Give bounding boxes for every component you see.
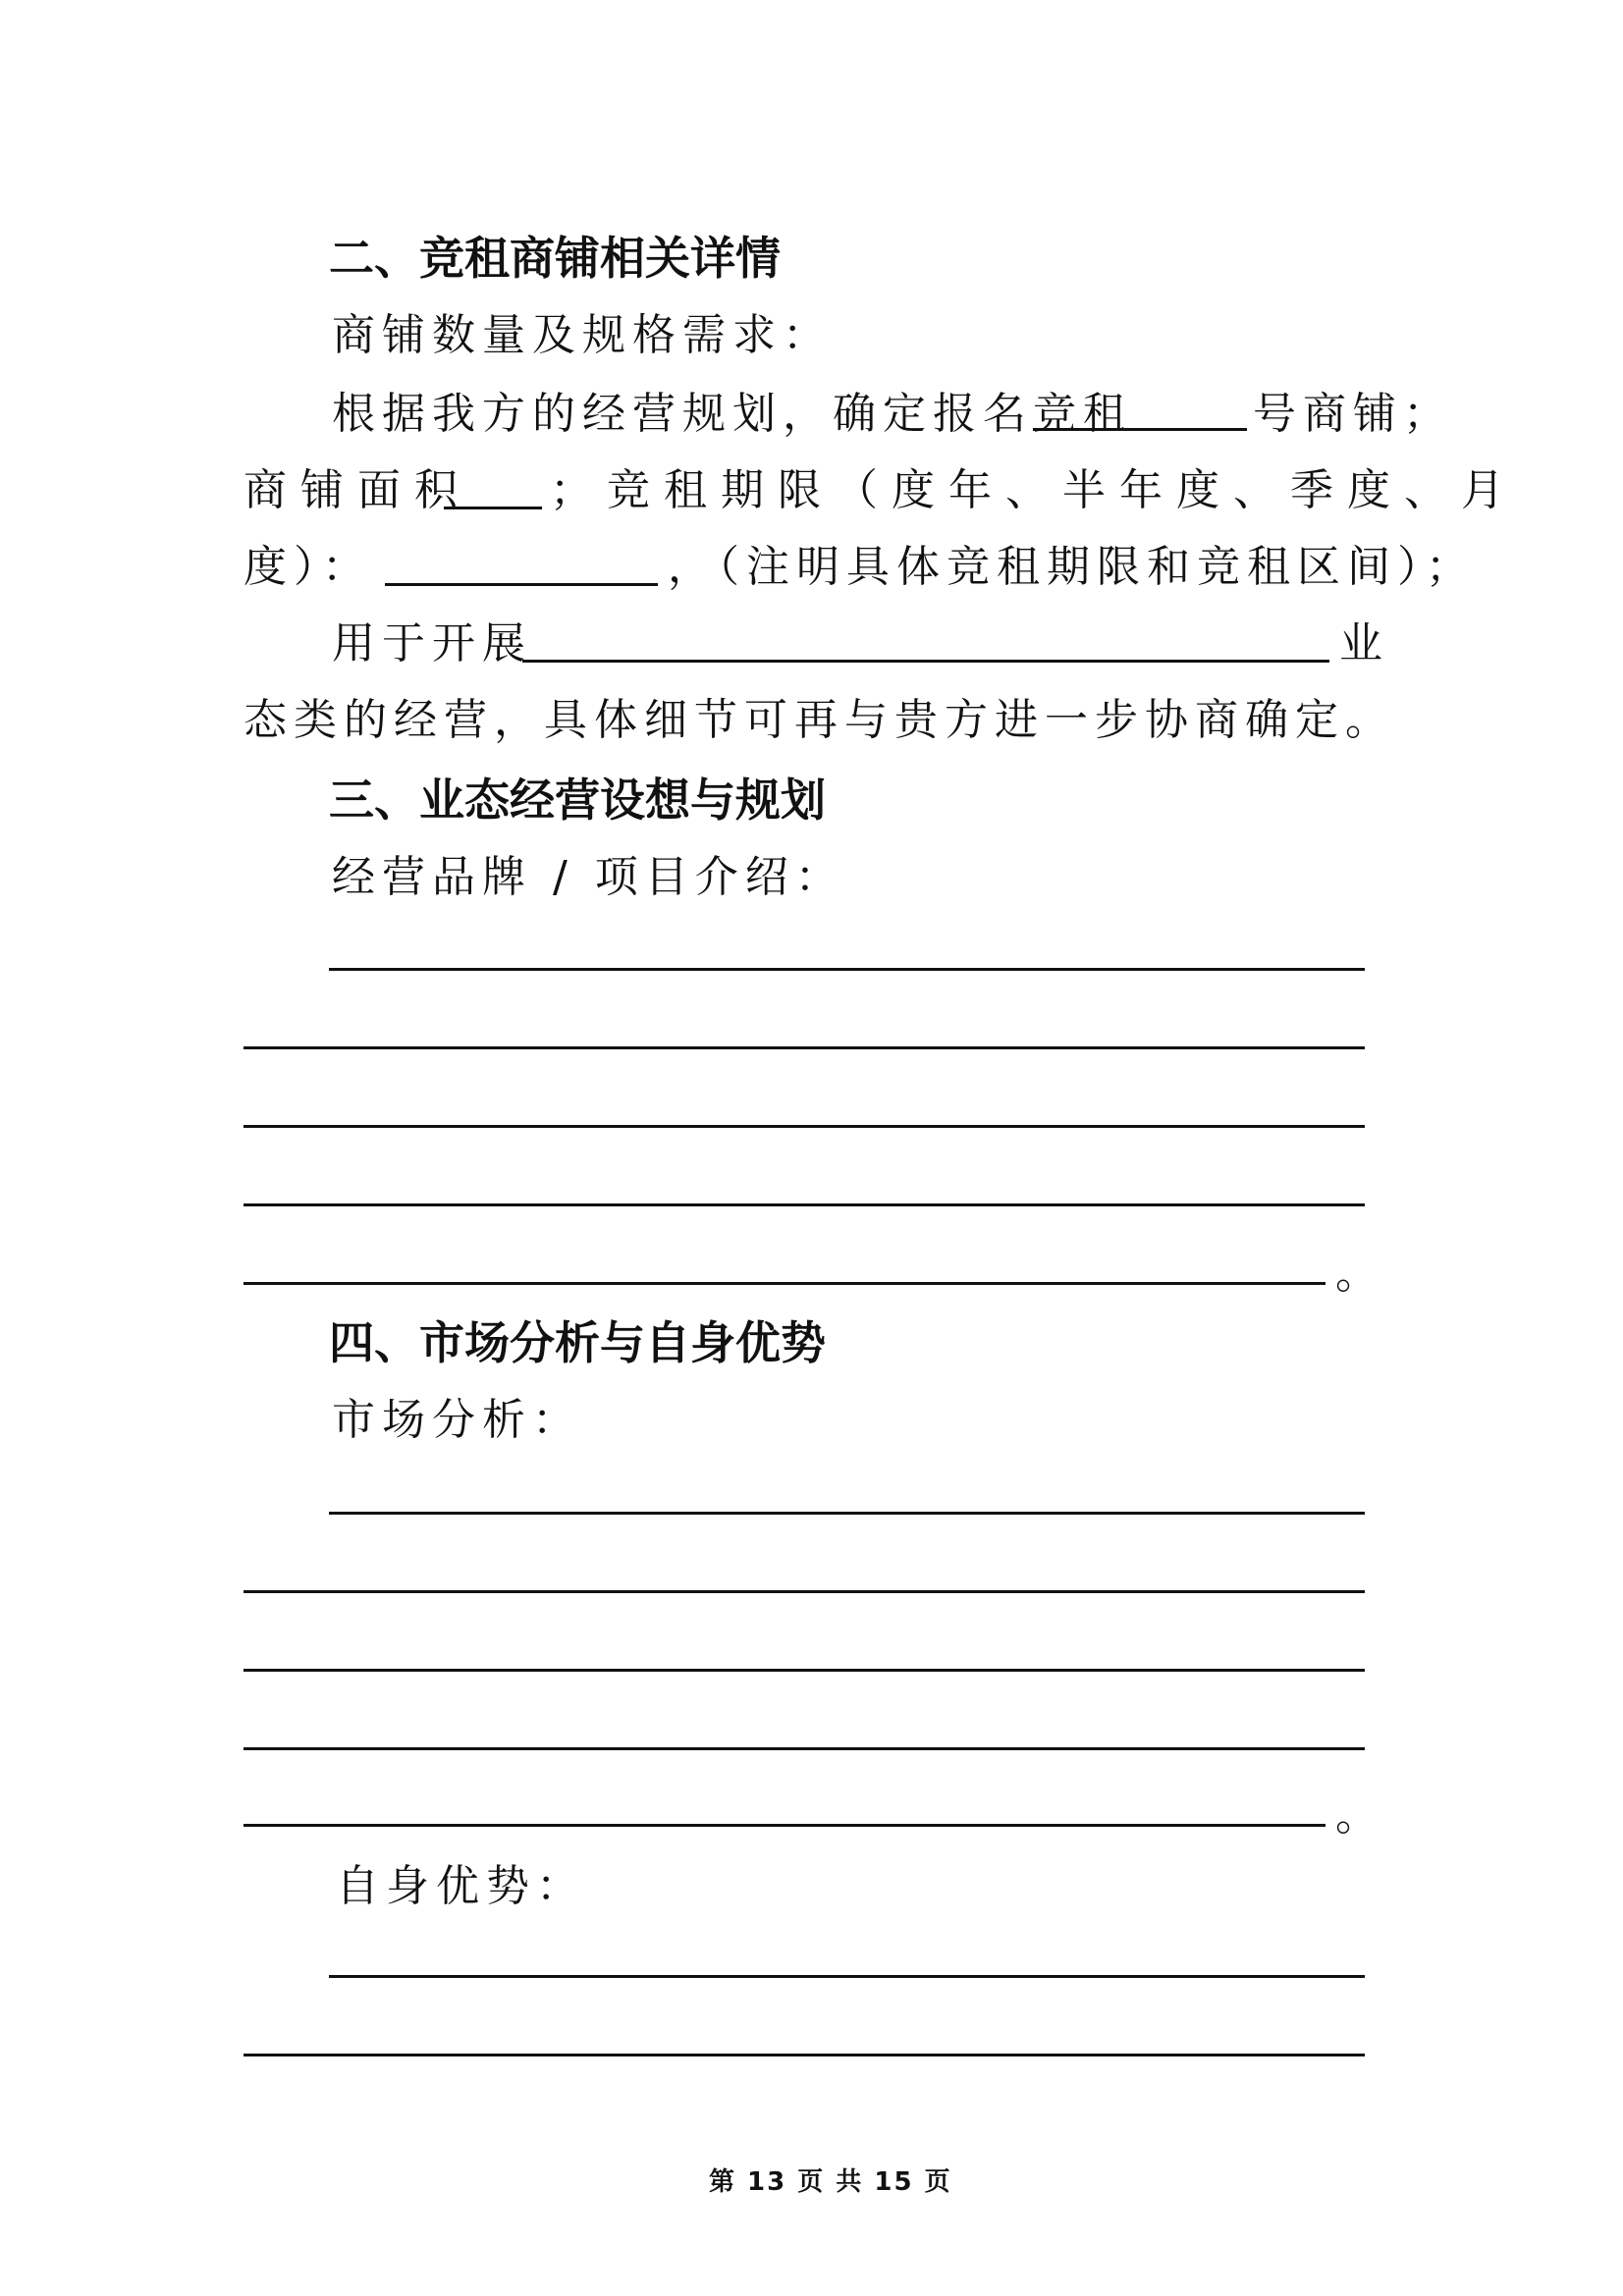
lease-term-note: ，（注明具体竞租期限和竞租区间）； — [668, 542, 1476, 592]
shop-area-blank[interactable] — [444, 507, 542, 509]
market-analysis-line[interactable] — [243, 1590, 1365, 1593]
business-type-label: 用于开展 — [332, 618, 532, 668]
advantage-label: 自身优势： — [336, 1861, 586, 1911]
market-analysis-end-mark: 。 — [1335, 1790, 1385, 1841]
brand-intro-line[interactable] — [243, 1125, 1365, 1128]
section-4-heading: 四、市场分析与自身优势 — [329, 1316, 826, 1369]
business-type-blank[interactable] — [522, 660, 1329, 663]
business-type-suffix: 业 — [1339, 618, 1389, 668]
page-number: 第 13 页 共 15 页 — [709, 2167, 952, 2197]
section-2-heading: 二、竞租商铺相关详情 — [329, 232, 781, 285]
business-type-note: 态类的经营，具体细节可再与贵方进一步协商确定。 — [243, 695, 1395, 745]
brand-intro-line[interactable] — [243, 1203, 1365, 1206]
brand-intro-line[interactable] — [329, 968, 1365, 971]
lease-term-blank[interactable] — [385, 583, 658, 586]
brand-intro-line[interactable] — [243, 1046, 1365, 1049]
advantage-line[interactable] — [243, 2054, 1365, 2056]
shop-number-blank[interactable] — [1033, 428, 1247, 431]
lease-term-text: ；竞租期限（度年、半年度、季度、月 — [550, 465, 1518, 515]
shop-spec-label: 商铺数量及规格需求： — [332, 310, 833, 360]
shop-area-label: 商铺面积 — [243, 465, 471, 515]
brand-intro-end-mark: 。 — [1335, 1249, 1385, 1299]
market-analysis-line[interactable] — [243, 1747, 1365, 1750]
lease-term-text-cont: 度）： — [243, 542, 372, 592]
market-analysis-line[interactable] — [243, 1669, 1365, 1672]
market-analysis-label: 市场分析： — [332, 1395, 582, 1445]
advantage-line[interactable] — [329, 1975, 1365, 1978]
market-analysis-line[interactable] — [243, 1824, 1325, 1827]
shop-number-text: 根据我方的经营规划，确定报名竞租 — [332, 389, 1133, 439]
shop-number-suffix: 号商铺； — [1253, 389, 1453, 439]
section-3-heading: 三、业态经营设想与规划 — [329, 774, 826, 827]
brand-intro-line[interactable] — [243, 1282, 1325, 1285]
market-analysis-line[interactable] — [329, 1512, 1365, 1515]
brand-intro-label: 经营品牌 / 项目介绍： — [332, 852, 845, 902]
